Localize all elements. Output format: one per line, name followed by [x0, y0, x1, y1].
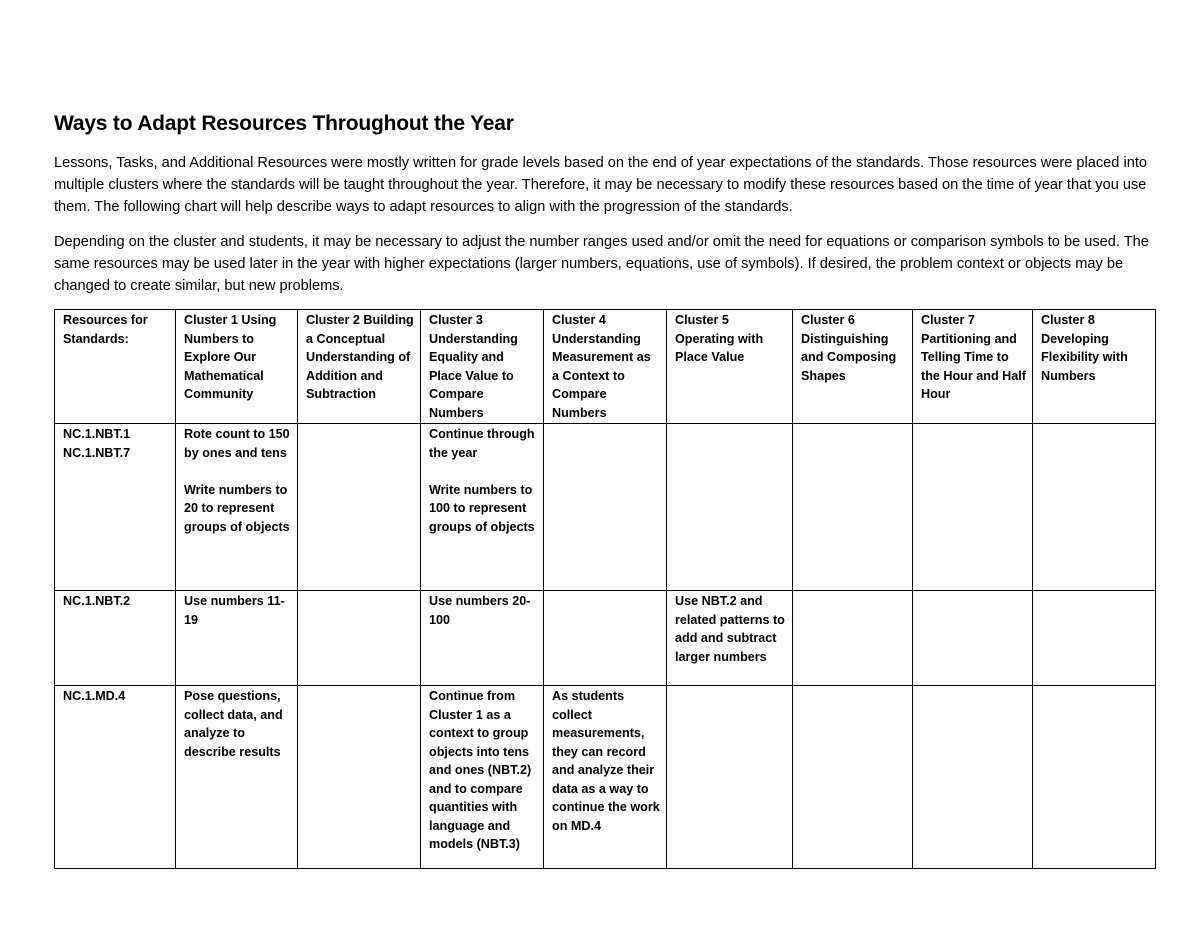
cluster-4-cell: As students collect measurements, they can record and analyze their data as a way to continue the work on MD.4 [544, 686, 667, 869]
cluster-2-cell [298, 591, 421, 686]
header-cluster-3: Cluster 3 Understanding Equality and Place Value to Compare Numbers [421, 310, 544, 424]
cluster-6-cell [793, 686, 913, 869]
cluster-3-cell: Continue through the year Write numbers to 100 to represent groups of objects [421, 424, 544, 591]
intro-paragraph: Lessons, Tasks, and Additional Resources were mostly written for grade levels based on the end of year expectations of the standards. Those resources were placed into multiple clusters where the standards will be taught throughout the year. Therefore, it may be necessary to modify these resources based on the time of year that you use them. The following chart will help describe ways to adapt resources to align with the progression of the standards. [54, 155, 1147, 215]
table-row [55, 686, 1156, 869]
page-title: Ways to Adapt Resources Throughout the Year [54, 112, 514, 135]
cluster-8-cell [1033, 686, 1156, 869]
standard-cell: NC.1.MD.4 [55, 686, 176, 869]
cluster-8-cell [1033, 591, 1156, 686]
standard-cell: NC.1.NBT.1 NC.1.NBT.7 [55, 424, 176, 591]
cluster-2-cell [298, 424, 421, 591]
cluster-5-cell: Use NBT.2 and related patterns to add and subtract larger numbers [667, 591, 793, 686]
header-resources-for-standards: Resources for Standards: [55, 310, 176, 424]
cluster-2-cell [298, 686, 421, 869]
header-cluster-2: Cluster 2 Building a Conceptual Understanding of Addition and Subtraction [298, 310, 421, 424]
cluster-7-cell [913, 686, 1033, 869]
header-cluster-7: Cluster 7 Partitioning and Telling Time to the Hour and Half Hour [913, 310, 1033, 424]
table-header-row [55, 310, 1156, 424]
cluster-6-cell [793, 424, 913, 591]
table-row [55, 424, 1156, 591]
cluster-3-cell: Continue from Cluster 1 as a context to group objects into tens and ones (NBT.2) and to compare quantities with language and models (NBT.3) [421, 686, 544, 869]
cluster-1-cell: Pose questions, collect data, and analyze to describe results [176, 686, 298, 869]
cluster-4-cell [544, 424, 667, 591]
adaptation-table [54, 309, 1156, 869]
header-cluster-6: Cluster 6 Distinguishing and Composing Shapes [793, 310, 913, 424]
header-cluster-1: Cluster 1 Using Numbers to Explore Our Mathematical Community [176, 310, 298, 424]
table-row [55, 591, 1156, 686]
header-cluster-8: Cluster 8 Developing Flexibility with Numbers [1033, 310, 1156, 424]
cluster-3-cell: Use numbers 20-100 [421, 591, 544, 686]
cluster-1-cell: Rote count to 150 by ones and tens Write numbers to 20 to represent groups of objects [176, 424, 298, 591]
cluster-1-cell: Use numbers 11-19 [176, 591, 298, 686]
adjustment-paragraph: Depending on the cluster and students, it may be necessary to adjust the number ranges used and/or omit the need for equations or comparison symbols to be used. The same resources may be used later in the year with higher expectations (larger numbers, equations, use of symbols). If desired, the problem context or objects may be changed to create similar, but new problems. [54, 234, 1149, 294]
cluster-6-cell [793, 591, 913, 686]
cluster-5-cell [667, 686, 793, 869]
cluster-4-cell [544, 591, 667, 686]
cluster-7-cell [913, 424, 1033, 591]
cluster-7-cell [913, 591, 1033, 686]
cluster-5-cell [667, 424, 793, 591]
cluster-8-cell [1033, 424, 1156, 591]
header-cluster-4: Cluster 4 Understanding Measurement as a Context to Compare Numbers [544, 310, 667, 424]
standard-cell: NC.1.NBT.2 [55, 591, 176, 686]
header-cluster-5: Cluster 5 Operating with Place Value [667, 310, 793, 424]
